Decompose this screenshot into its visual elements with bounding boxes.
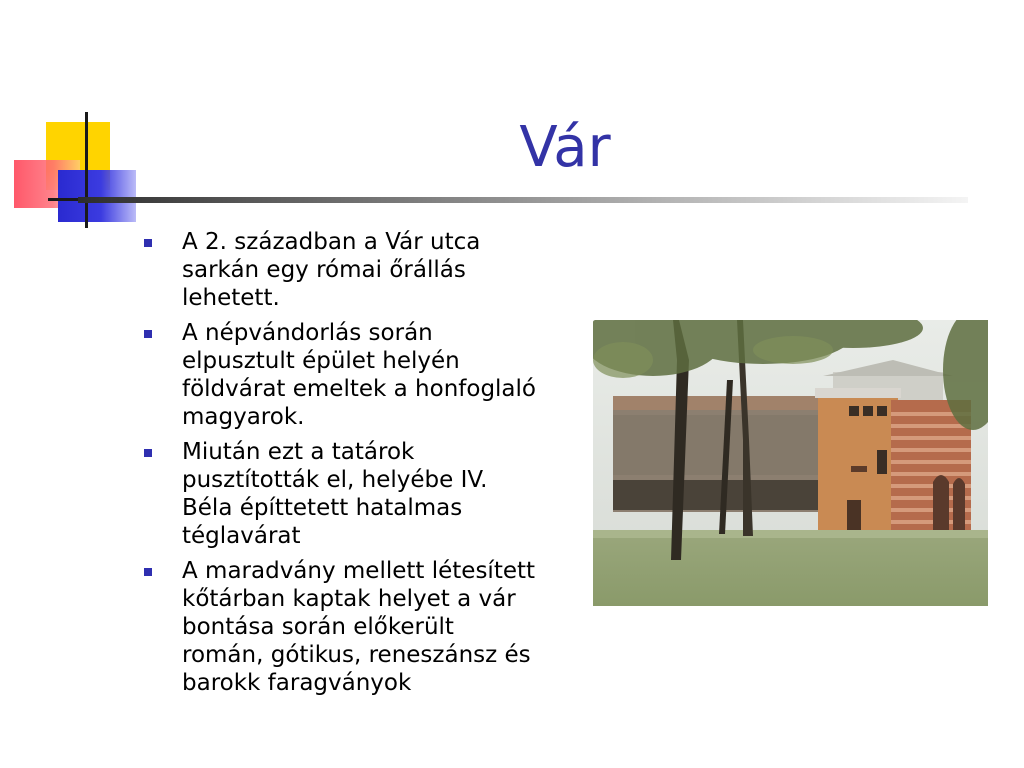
- tower-arch: [953, 478, 965, 536]
- window: [863, 406, 873, 416]
- bullet-text: A 2. században a Vár utca sarkán egy római őrállás lehetett.: [182, 229, 481, 311]
- corner-ornament: [0, 0, 160, 240]
- castle-ruins-photo: [593, 320, 988, 606]
- bullet-item: [142, 438, 542, 550]
- bullet-list: [142, 228, 542, 704]
- bullet-square-icon: [144, 330, 152, 338]
- window: [877, 450, 887, 474]
- ornament-blue-square: [58, 170, 136, 222]
- window: [877, 406, 887, 416]
- window: [849, 406, 859, 416]
- bullet-item: [142, 557, 542, 697]
- bullet-text: Miután ezt a tatárok pusztították el, helyébe IV. Béla építtetett hatalmas téglavárat: [182, 439, 488, 549]
- wall-shadow: [613, 480, 843, 510]
- bullet-square-icon: [144, 568, 152, 576]
- lawn-highlight: [593, 530, 988, 538]
- bullet-square-icon: [144, 449, 152, 457]
- slide-title: Vár: [519, 115, 611, 180]
- bullet-item: [142, 319, 542, 431]
- lawn: [593, 530, 988, 606]
- ornament-vertical-line: [85, 112, 88, 228]
- tower-arch: [933, 475, 949, 536]
- bullet-item: [142, 228, 542, 312]
- brick-building-roof: [815, 388, 901, 398]
- bullet-text: A maradvány mellett létesített kőtárban kaptak helyet a vár bontása során előkerült román, gótikus, reneszánsz és barokk faragványok: [182, 558, 536, 696]
- bullet-square-icon: [144, 239, 152, 247]
- bullet-text: A népvándorlás során elpusztult épület helyén földvárat emeltek a honfoglaló magyarok.: [182, 320, 536, 430]
- window: [851, 466, 867, 472]
- castle-ruins-illustration: [593, 320, 988, 606]
- title-underline-rule: [78, 197, 968, 203]
